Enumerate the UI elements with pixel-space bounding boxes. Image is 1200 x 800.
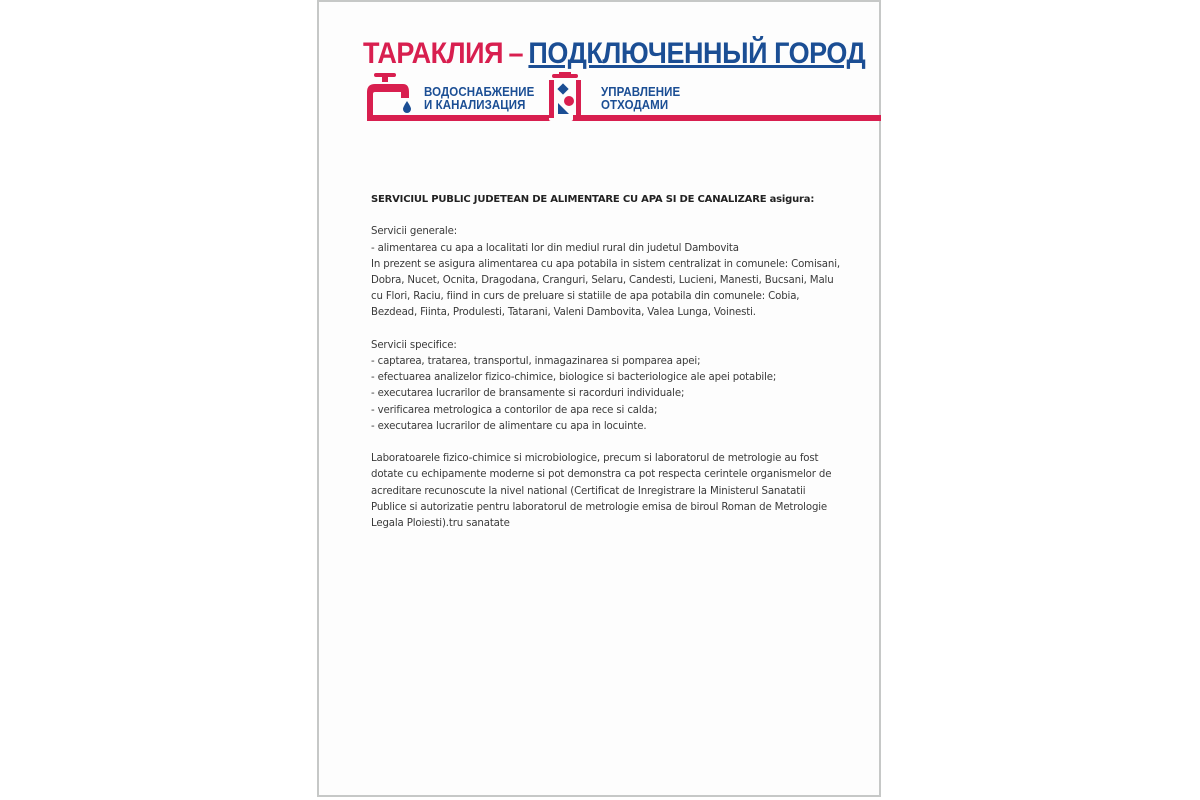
title-dash: – [508,37,524,70]
header-banner [319,2,879,132]
water-drop-icon [403,101,411,113]
document-page [317,0,881,797]
service-waste-line2: ОТХОДАМИ [601,98,669,112]
document-body [371,192,841,532]
waste-bin-icon [549,72,581,118]
service-water-line2: И КАНАЛИЗАЦИЯ [424,98,526,112]
service-water-label [424,86,534,112]
laboratories-paragraph: Laboratoarele fizico-chimice si microbiologice, precum si laboratorul de metrologie au fost dotate cu echipamente moderne si pot demonstra ca pot respecta cerintele organismelor de acreditare recunoscute la nivel national (Certificat de Inregistrare la Ministerul Sanatatii Publice si autorizatie pentru laboratorul de metrologie emisa de biroul Roman de Metrologie Legala Ploiesti).tru sanatate [371,453,832,530]
specific-service-item: - captarea, tratarea, transportul, inmagazinarea si pomparea apei; [371,356,701,367]
specific-services-title: Servicii specifice: [371,339,457,351]
title-tagline: ПОДКЛЮЧЕННЫЙ ГОРОД [528,37,866,70]
general-service-item: - alimentarea cu apa a localitati lor din mediul rural din judetul Dambovita [371,242,739,254]
document-heading: SERVICIUL PUBLIC JUDETEAN DE ALIMENTARE CU APA SI DE CANALIZARE asigura: [371,194,815,205]
specific-service-item: - executarea lucrarilor de bransamente si racorduri individuale; [371,388,685,400]
general-services-title: Servicii generale: [371,226,458,238]
service-waste-line1: УПРАВЛЕНИЕ [601,85,681,99]
specific-service-item: - executarea lucrarilor de alimentare cu apa in locuinte. [371,420,647,432]
service-water-line1: ВОДОСНАБЖЕНИЕ [424,85,535,99]
specific-service-item: - efectuarea analizelor fizico-chimice, biologice si bacteriologice ale apei potabile; [371,372,777,384]
service-waste-label [601,86,680,112]
title-city: ТАРАКЛИЯ [363,37,504,70]
specific-service-item: - verificarea metrologica a contorilor de apa rece si calda; [371,404,658,416]
banner-title [363,37,865,71]
general-services-paragraph: In prezent se asigura alimentarea cu apa potabila in sistem centralizat in comunele: Comisani, Dobra, Nucet, Ocnita, Dragodana, Cranguri, Selaru, Candesti, Lucieni, Manesti, Bucsani, Malu cu Flori, Raciu, fiind in curs de preluare si statiile de apa potabila din comunele: Cobia, Bezdead, Fiinta, Produlesti, Tatarani, Valeni Dambovita, Valea Lunga, Voinesti. [371,258,840,319]
